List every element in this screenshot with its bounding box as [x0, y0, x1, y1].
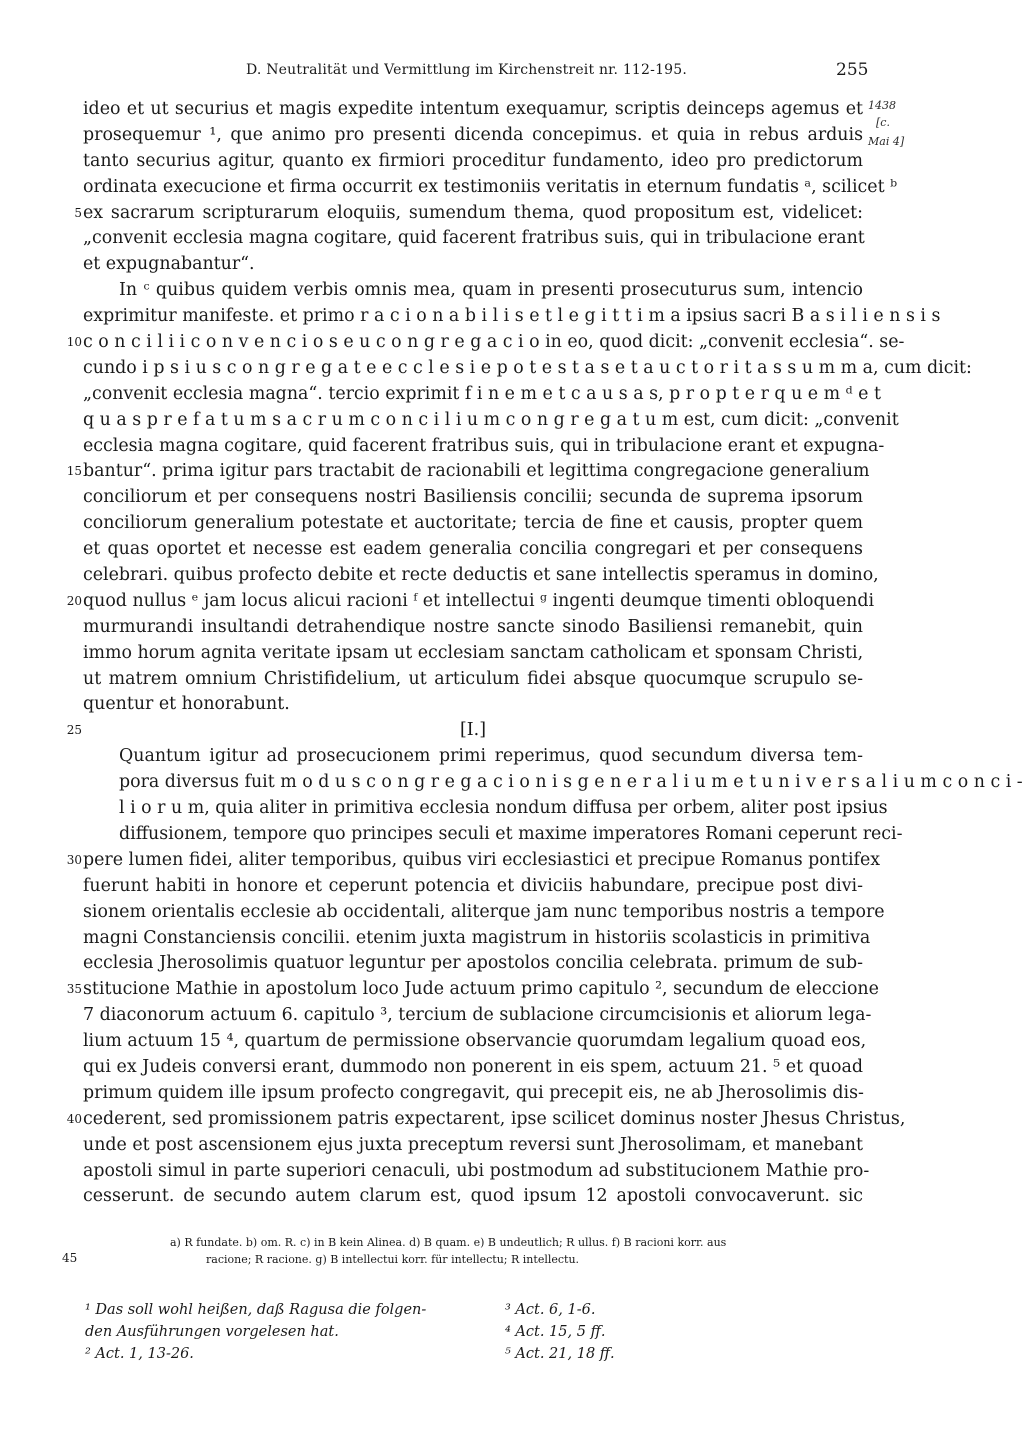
text-line	[0, 822, 960, 848]
line-text: quentur et honorabunt.	[83, 694, 290, 715]
line-text: sionem orientalis ecclesie ab occidentali, aliterque jam nunc temporibus nostris a tempore	[83, 901, 885, 922]
line-text: lium actuum 15 ⁴, quartum de permissione observancie quorumdam legalium quoad eos,	[83, 1031, 867, 1052]
text-line	[0, 408, 960, 434]
footnote-1-line-1: ¹ Das soll wohl heißen, daß Ragusa die folgen-	[85, 1302, 427, 1318]
line-text: c o n c i l i i c o n v e n c i o s e u c o n g r e g a c i o in eo, quod dicit: „convenit ecclesia“. se-	[83, 332, 905, 353]
text-line	[0, 149, 960, 175]
text-line	[0, 1133, 960, 1159]
line-text: et expugnabantur“.	[83, 254, 255, 275]
line-text: apostoli simul in parte superiori cenaculi, ubi postmodum ad substitucionem Mathie pro-	[83, 1160, 870, 1181]
footnote-5: ⁵ Act. 21, 18 ff.	[505, 1346, 615, 1362]
text-line	[0, 615, 960, 641]
text-line	[0, 951, 960, 977]
line-text: cundo i p s i u s c o n g r e g a t e e c c l e s i e p o t e s t a s e t a u c t o r i t a s s u m m a, cum dicit:	[83, 357, 972, 378]
footnote-2: ² Act. 1, 13-26.	[85, 1346, 194, 1362]
margin-note-date-open: [c.	[876, 116, 890, 129]
text-line	[0, 874, 960, 900]
footnotes-left-column	[85, 1299, 485, 1365]
text-line	[0, 692, 960, 718]
text-line	[0, 459, 960, 485]
text-line	[0, 1159, 960, 1185]
line-text: prosequemur ¹, que animo pro presenti dicenda concepimus. et quia in rebus arduis	[83, 124, 863, 145]
line-text: Quantum igitur ad prosecucionem primi reperimus, quod secundum diversa tem-	[119, 746, 863, 767]
line-text: fuerunt habiti in honore et ceperunt potencia et diviciis habundare, precipue post divi-	[83, 875, 863, 896]
text-line	[0, 563, 960, 589]
line-text: „convenit ecclesia magna cogitare, quid facerent fratribus suis, qui in tribulacione erant	[83, 228, 865, 249]
text-line	[0, 796, 960, 822]
line-text: ecclesia Jherosolimis quatuor leguntur per apostolos concilia celebrata. primum de sub-	[83, 953, 863, 974]
critical-apparatus	[170, 1234, 870, 1268]
line-text: bantur“. prima igitur pars tractabit de racionabili et legittima congregacione generalium	[83, 461, 870, 482]
text-line	[0, 175, 960, 201]
text-line	[0, 123, 960, 149]
text-line	[0, 252, 960, 278]
apparatus-line-number: 45	[62, 1251, 78, 1265]
text-line	[0, 511, 960, 537]
line-text: ideo et ut securius et magis expedite intentum exequamur, scriptis deinceps agemus et	[83, 99, 863, 119]
line-text: unde et post ascensionem ejus juxta preceptum reversi sunt Jherosolimam, et manebant	[83, 1134, 863, 1155]
line-text: quod nullus ᵉ jam locus alicui racioni ᶠ et intellectui ᵍ ingenti deumque timenti obloquendi	[83, 590, 875, 611]
text-line	[0, 667, 960, 693]
line-text: cesserunt. de secundo autem clarum est, quod ipsum 12 apostoli convocaverunt. sic	[83, 1186, 863, 1207]
line-text: ecclesia magna cogitare, quid facerent fratribus suis, qui in tribulacione erant et expugna-	[83, 435, 885, 456]
line-number: 10	[66, 335, 82, 350]
line-number: 25	[66, 723, 82, 738]
line-text: exprimitur manifeste. et primo r a c i o n a b i l i s e t l e g i t t i m a ipsius sacri B a s i l i e n s i s	[83, 306, 941, 327]
text-line	[0, 304, 960, 330]
footnote-3: ³ Act. 6, 1-6.	[505, 1302, 596, 1318]
text-line	[0, 977, 960, 1003]
line-text: diffusionem, tempore quo principes seculi et maxime imperatores Romani ceperunt reci-	[119, 823, 903, 844]
page-number: 255	[836, 60, 869, 80]
line-text: celebrari. quibus profecto debite et recte deductis et sane intellectis speramus in domino,	[83, 565, 879, 586]
text-line	[0, 356, 972, 382]
text-line	[0, 1107, 960, 1133]
line-text: conciliorum generalium potestate et auctoritate; tercia de fine et causis, propter quem	[83, 513, 863, 534]
text-line	[0, 97, 960, 123]
text-line	[0, 900, 960, 926]
line-text: l i o r u m, quia aliter in primitiva ecclesia nondum diffusa per orbem, aliter post ipsius	[119, 798, 888, 819]
line-number: 5	[74, 205, 82, 220]
line-number: 30	[66, 852, 82, 867]
text-line	[0, 537, 960, 563]
line-text: stitucione Mathie in apostolum loco Jude actuum primo capitulo ², secundum de eleccione	[83, 979, 879, 1000]
text-line	[0, 589, 960, 615]
apparatus-row-1: a) R fundate. b) om. R. c) in B kein Alinea. d) B quam. e) B undeutlich; R ullus. f) B racioni korr. aus	[170, 1236, 727, 1249]
line-text: immo horum agnita veritate ipsam ut ecclesiam sanctam catholicam et sponsam Christi,	[83, 642, 864, 663]
line-text: q u a s p r e f a t u m s a c r u m c o n c i l i u m c o n g r e g a t u m est, cum dicit: „convenit	[83, 409, 899, 430]
footnote-4: ⁴ Act. 15, 5 ff.	[505, 1324, 606, 1340]
text-line	[0, 848, 960, 874]
line-text: primum quidem ille ipsum profecto congregavit, qui precepit eis, ne ab Jherosolimis dis-	[83, 1082, 864, 1103]
footnotes-right-column	[505, 1299, 805, 1365]
text-line	[0, 201, 960, 227]
text-line	[0, 770, 1023, 796]
margin-note-date: Mai 4]	[868, 135, 905, 148]
line-number: 40	[66, 1111, 82, 1126]
text-line	[0, 1003, 960, 1029]
apparatus-row-2: racione; R racione. g) B intellectui korr. für intellectu; R intellectu.	[206, 1253, 580, 1266]
line-text: ut matrem omnium Christifidelium, ut articulum fidei absque quocumque scrupulo se-	[83, 668, 863, 689]
line-text: [I.]	[460, 720, 486, 741]
text-line	[0, 641, 960, 667]
line-text: 7 diaconorum actuum 6. capitulo ³, tercium de sublacione circumcisionis et aliorum lega-	[83, 1005, 872, 1026]
text-line	[0, 382, 960, 408]
text-line	[0, 278, 960, 304]
line-text: „convenit ecclesia magna“. tercio exprimit f i n e m e t c a u s a s, p r o p t e r q u e m ᵈ e t	[83, 383, 881, 404]
text-line	[0, 1081, 960, 1107]
margin-note-year: 1438	[868, 99, 896, 112]
line-text: qui ex Judeis conversi erant, dummodo non ponerent in eis spem, actuum 21. ⁵ et quoad	[83, 1056, 863, 1077]
line-text: ordinata execucione et firma occurrit ex testimoniis veritatis in eternum fundatis ᵃ, scilicet ᵇ	[83, 176, 898, 197]
line-text: tanto securius agitur, quanto ex firmiori proceditur fundamento, ideo pro predictorum	[83, 150, 863, 171]
line-text: magni Constanciensis concilii. etenim juxta magistrum in historiis scolasticis in primitiva	[83, 927, 871, 948]
text-line	[0, 226, 960, 252]
text-line	[0, 485, 960, 511]
line-text: pora diversus fuit m o d u s c o n g r e g a c i o n i s g e n e r a l i u m e t u n i v e r s a l i u m c o n c i -	[119, 772, 1023, 793]
line-text: In ᶜ quibus quidem verbis omnis mea, quam in presenti prosecuturus sum, intencio	[119, 280, 863, 301]
text-line	[0, 718, 960, 744]
running-head: D. Neutralität und Vermittlung im Kirchenstreit nr. 112-195.	[246, 62, 688, 78]
line-number: 35	[66, 982, 82, 997]
line-number: 20	[66, 593, 82, 608]
line-text: murmurandi insultandi detrahendique nostre sancte sinodo Basiliensi remanebit, quin	[83, 616, 863, 637]
line-number: 15	[66, 464, 82, 479]
line-text: cederent, sed promissionem patris expectarent, ipse scilicet dominus noster Jhesus Christus,	[83, 1108, 906, 1129]
text-line	[0, 926, 960, 952]
line-text: conciliorum et per consequens nostri Basiliensis concilii; secunda de suprema ipsorum	[83, 487, 863, 508]
text-line	[0, 1184, 960, 1210]
text-line	[0, 330, 960, 356]
text-line	[0, 1029, 960, 1055]
main-text	[0, 97, 1023, 1210]
line-text: et quas oportet et necesse est eadem generalia concilia congregari et per consequens	[83, 539, 863, 560]
footnote-1-line-2: den Ausführungen vorgelesen hat.	[85, 1324, 339, 1340]
text-line	[0, 1055, 960, 1081]
line-text: ex sacrarum scripturarum eloquiis, sumendum thema, quod propositum est, videlicet:	[83, 202, 863, 223]
text-line	[0, 434, 960, 460]
line-text: pere lumen fidei, aliter temporibus, quibus viri ecclesiastici et precipue Romanus pontifex	[83, 849, 881, 870]
text-line	[0, 744, 960, 770]
